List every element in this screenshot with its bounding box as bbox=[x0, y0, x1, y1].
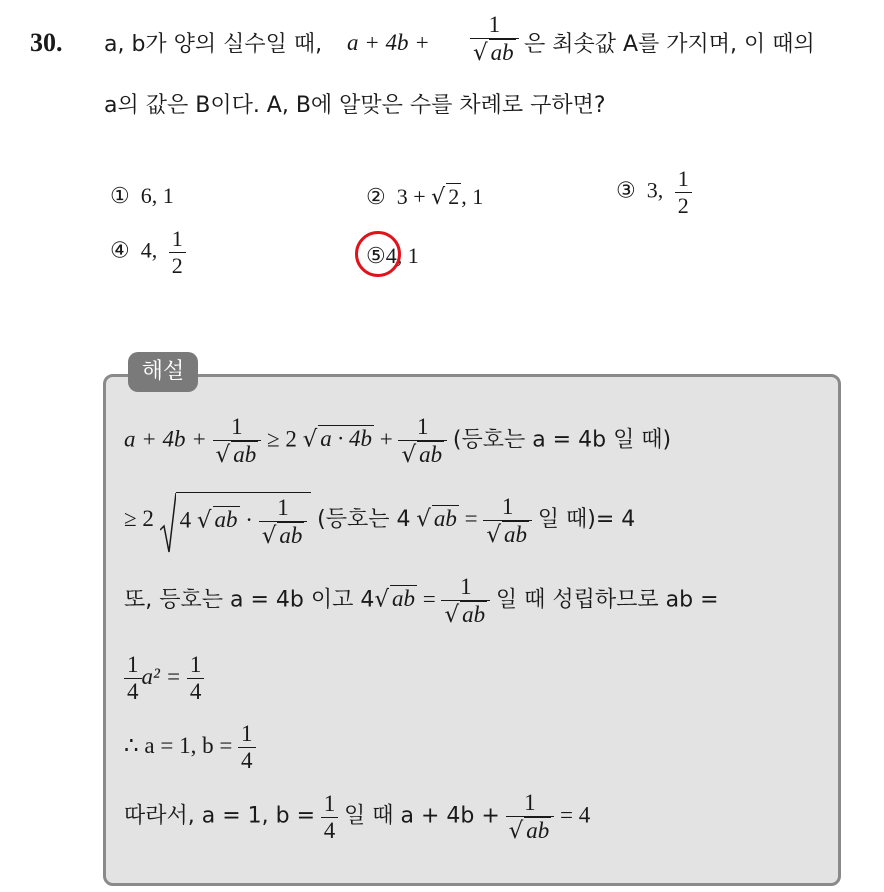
choice-5[interactable]: ⑤4, 1 bbox=[366, 243, 419, 268]
solution-line-2: ≥ 2 4 √ ab · $\frac{1}{√ ab}$ (등호는 4 √ ab = $\frac{1}{√ ab}$ 일 때)= 4 bbox=[124, 492, 635, 549]
question-fraction: $\frac{1}{√ ab}$ bbox=[470, 12, 519, 66]
question-line1-prefix: a, b가 양의 실수일 때, bbox=[104, 32, 323, 57]
solution-line-6: 따라서, a = 1, b = $\frac{1}{4}$ 일 때 a + 4b + $\frac{1}{√ ab}$ = 4 bbox=[124, 790, 591, 844]
choice-3[interactable]: ③ 3, $\frac{1}{2}$ bbox=[616, 166, 692, 219]
question-line1-suffix: 은 최솟값 A를 가지며, 이 때의 bbox=[524, 32, 815, 57]
question-expr: a + 4b + bbox=[347, 30, 430, 55]
answer-circle-mark bbox=[355, 231, 401, 277]
solution-line-5: ∴ a = 1, b = $\frac{1}{4}$ bbox=[124, 721, 256, 774]
solution-line-1: a + 4b + $\frac{1}{√ ab}$ ≥ 2 √ a · 4b + $\frac{1}{√ ab}$ (등호는 a = 4b 일 때) bbox=[124, 414, 672, 468]
solution-line-3: 또, 등호는 a = 4b 이고 4√ ab = $\frac{1}{√ ab}$ 일 때 성립하므로 ab = bbox=[124, 574, 719, 628]
choice-4[interactable]: ④ 4, $\frac{1}{2}$ bbox=[110, 226, 186, 279]
solution-tag: 해설 bbox=[128, 352, 198, 392]
solution-line-4: $\frac{1}{4}$ a² = $\frac{1}{4}$ bbox=[124, 652, 204, 705]
choice-2[interactable]: ② 3 + √ 2, 1 bbox=[366, 184, 484, 210]
question-number: 30. bbox=[30, 28, 63, 57]
choice-1[interactable]: ① 6, 1 bbox=[110, 183, 174, 208]
question-line2: a의 값은 B이다. A, B에 알맞은 수를 차례로 구하면? bbox=[104, 93, 606, 118]
